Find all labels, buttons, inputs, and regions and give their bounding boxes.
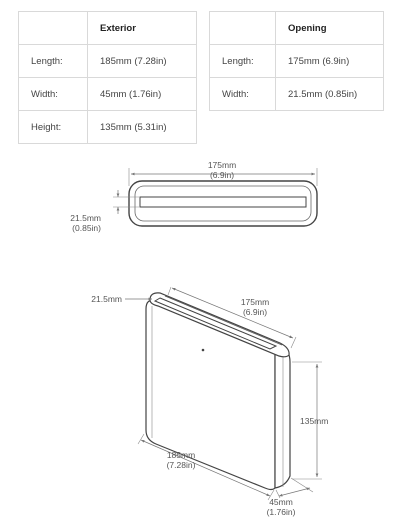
iso-end-face xyxy=(275,344,290,488)
exterior-width-label: Width: xyxy=(19,78,88,111)
top-outer-outline xyxy=(129,181,317,226)
iso-front-dot xyxy=(202,349,205,352)
exterior-height-value: 135mm (5.31in) xyxy=(88,111,197,144)
opening-width-label: Width: xyxy=(210,78,276,111)
iso-height: 135mm xyxy=(300,416,329,426)
iso-width-dimension xyxy=(279,488,310,496)
iso-width-mm: 45mm xyxy=(269,497,293,507)
top-width-in: (0.85in) xyxy=(72,223,101,233)
opening-width-value: 21.5mm (0.85in) xyxy=(276,78,384,111)
opening-header: Opening xyxy=(276,12,384,45)
exterior-length-value: 185mm (7.28in) xyxy=(88,45,197,78)
iso-front-face xyxy=(146,300,275,489)
iso-open-ext-left xyxy=(168,287,171,295)
opening-length-value: 175mm (6.9in) xyxy=(276,45,384,78)
iso-length-in: (7.28in) xyxy=(166,460,196,470)
exterior-header: Exterior xyxy=(88,12,197,45)
opening-length-label: Length: xyxy=(210,45,276,78)
iso-width-in: (1.76in) xyxy=(266,507,296,517)
iso-open-ext-right xyxy=(291,337,296,348)
top-view xyxy=(70,160,317,233)
iso-opening-length-mm: 175mm xyxy=(240,297,270,307)
exterior-height-label: Height: xyxy=(19,111,88,144)
top-length-mm: 175mm xyxy=(207,160,237,170)
iso-opening-width: 21.5mm xyxy=(91,294,122,304)
exterior-length-label: Length: xyxy=(19,45,88,78)
iso-length-ext-left xyxy=(138,434,144,444)
top-length-in: (6.9in) xyxy=(209,170,235,180)
top-width-mm: 21.5mm xyxy=(70,213,101,223)
iso-length-mm: 185mm xyxy=(166,450,196,460)
exterior-width-value: 45mm (1.76in) xyxy=(88,78,197,111)
iso-view xyxy=(91,287,328,517)
iso-opening-length-in: (6.9in) xyxy=(242,307,268,317)
